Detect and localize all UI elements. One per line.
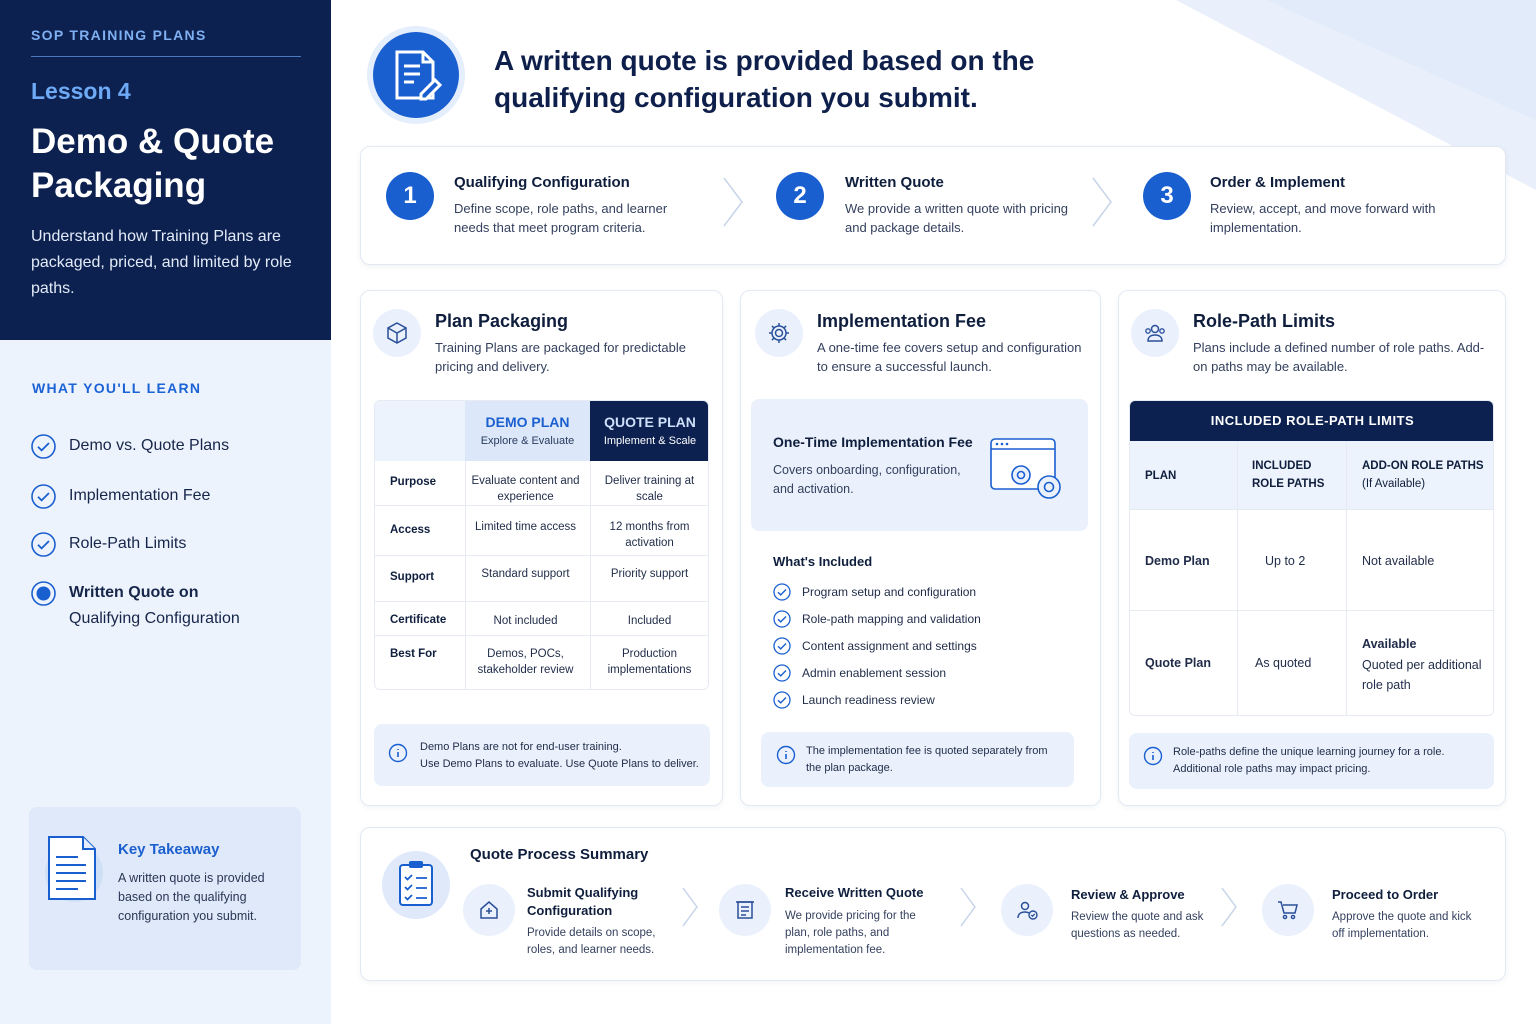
summary-title: Quote Process Summary bbox=[470, 846, 649, 863]
card-title: Plan Packaging bbox=[435, 311, 569, 331]
step-number: 2 bbox=[776, 172, 824, 220]
invoice-icon bbox=[719, 884, 771, 936]
info-icon bbox=[1143, 746, 1163, 766]
header-plan: PLAN bbox=[1145, 470, 1177, 482]
radio-selected-icon bbox=[31, 581, 56, 606]
column-sub: Explore & Evaluate bbox=[480, 435, 575, 447]
quote-cell: Deliver training at scale bbox=[604, 475, 695, 503]
clipboard-icon bbox=[382, 851, 450, 919]
box-icon bbox=[373, 309, 421, 357]
quote-cell: 12 months from activation bbox=[609, 521, 690, 549]
note-text: The implementation fee is quoted separately from the plan package. bbox=[806, 745, 1048, 774]
card-title: Role-Path Limits bbox=[1193, 311, 1336, 331]
plan-comparison-table bbox=[374, 400, 709, 690]
step-number: 1 bbox=[386, 172, 434, 220]
card-text: Training Plans are packaged for predictable pricing and delivery. bbox=[435, 340, 686, 374]
step-text: Define scope, role paths, and learner needs that meet program criteria. bbox=[454, 201, 668, 235]
row-label: Certificate bbox=[390, 614, 447, 626]
cart-icon bbox=[1262, 884, 1314, 936]
check-circle-icon bbox=[773, 664, 791, 682]
step-text: We provide a written quote with pricing and package details. bbox=[845, 201, 1069, 235]
note-line: Demo Plans are not for end-user training. bbox=[420, 741, 622, 753]
column-name: QUOTE PLAN bbox=[604, 414, 696, 430]
fee-note bbox=[761, 732, 1074, 787]
summary-step-title: Review & Approve bbox=[1071, 887, 1185, 902]
card-text: A one-time fee covers setup and configuration to ensure a successful launch. bbox=[817, 340, 1082, 374]
learn-item-role-path-limits[interactable] bbox=[31, 531, 186, 557]
chevron-right-icon bbox=[681, 886, 699, 928]
included-item bbox=[773, 664, 946, 682]
lesson-label: Lesson 4 bbox=[31, 78, 131, 104]
check-circle-icon bbox=[31, 484, 56, 509]
included-item bbox=[773, 691, 935, 709]
chevron-right-icon bbox=[722, 176, 744, 228]
takeaway-heading: Key Takeaway bbox=[118, 841, 220, 858]
card-title: Implementation Fee bbox=[817, 311, 987, 331]
quote-plan-header bbox=[590, 401, 709, 461]
quote-cell: Included bbox=[627, 615, 672, 627]
quote-cell: Production implementations bbox=[607, 648, 692, 676]
card-text: Plans include a defined number of role paths. Add-on paths may be available. bbox=[1193, 340, 1485, 374]
document-edit-icon bbox=[373, 32, 459, 118]
step-title: Written Quote bbox=[845, 174, 944, 191]
addon-detail: Quoted per additional role path bbox=[1362, 658, 1482, 692]
check-circle-icon bbox=[773, 610, 791, 628]
check-circle-icon bbox=[31, 532, 56, 557]
check-circle-icon bbox=[773, 691, 791, 709]
included-item-label: Program setup and configuration bbox=[802, 585, 977, 599]
role-note bbox=[1129, 733, 1494, 789]
step-title: Order & Implement bbox=[1210, 174, 1346, 191]
check-circle-icon bbox=[773, 583, 791, 601]
demo-cell: Not included bbox=[493, 615, 558, 627]
note-line: Use Demo Plans to evaluate. Use Quote Plans to deliver. bbox=[420, 758, 699, 770]
gear-icon bbox=[755, 309, 803, 357]
included-item-label: Role-path mapping and validation bbox=[802, 612, 981, 626]
included-value: As quoted bbox=[1255, 656, 1312, 670]
learn-item-label-rest: Qualifying Configuration bbox=[69, 610, 240, 627]
included-item-label: Launch readiness review bbox=[802, 693, 935, 707]
step-number: 3 bbox=[1143, 172, 1191, 220]
demo-cell: Standard support bbox=[481, 568, 570, 580]
summary-step-text: Approve the quote and kick off implementation. bbox=[1332, 911, 1472, 940]
lesson-description: Understand how Training Plans are packaged, priced, and limited by role paths. bbox=[31, 228, 292, 297]
plan-name: Quote Plan bbox=[1145, 656, 1211, 670]
demo-cell: Demos, POCs, stakeholder review bbox=[477, 648, 574, 676]
demo-cell: Limited time access bbox=[475, 521, 576, 533]
summary-step-text: Provide details on scope, roles, and learner needs. bbox=[527, 927, 656, 956]
sidebar-kicker: SOP TRAINING PLANS bbox=[31, 27, 207, 43]
header-addon: ADD-ON ROLE PATHS bbox=[1362, 460, 1484, 472]
chevron-right-icon bbox=[1220, 886, 1238, 928]
settings-window-icon bbox=[989, 437, 1069, 510]
row-label: Access bbox=[390, 524, 431, 536]
column-name: DEMO PLAN bbox=[485, 414, 570, 430]
summary-step-title: Proceed to Order bbox=[1332, 887, 1439, 902]
summary-step-text: Review the quote and ask questions as needed. bbox=[1071, 911, 1204, 940]
info-icon bbox=[776, 745, 796, 765]
header-addon-sub: (If Available) bbox=[1362, 478, 1426, 490]
sidebar-header bbox=[0, 0, 331, 340]
sidebar bbox=[0, 0, 331, 1024]
addon-value: Available bbox=[1362, 637, 1417, 651]
learn-item-written-quote[interactable] bbox=[31, 580, 291, 632]
row-label: Support bbox=[390, 571, 435, 583]
learn-item-label: Demo vs. Quote Plans bbox=[69, 437, 230, 454]
users-icon bbox=[1131, 309, 1179, 357]
learn-item-label: Written Quote on bbox=[69, 584, 199, 601]
chevron-right-icon bbox=[959, 886, 977, 928]
summary-step-title: Receive Written Quote bbox=[785, 885, 924, 900]
step-text: Review, accept, and move forward with implementation. bbox=[1210, 201, 1436, 235]
divider bbox=[31, 56, 301, 57]
role-path-table bbox=[1129, 400, 1494, 716]
learn-item-implementation-fee[interactable] bbox=[31, 483, 210, 509]
user-check-icon bbox=[1001, 884, 1053, 936]
document-icon bbox=[45, 833, 103, 908]
included-heading: What's Included bbox=[773, 554, 873, 569]
included-item bbox=[773, 637, 977, 655]
learn-item-demo-vs-quote[interactable] bbox=[31, 433, 229, 459]
plan-name: Demo Plan bbox=[1145, 554, 1210, 568]
learn-item-label: Role-Path Limits bbox=[69, 535, 187, 552]
addon-value: Not available bbox=[1362, 554, 1435, 568]
table-title: INCLUDED ROLE-PATH LIMITS bbox=[1130, 401, 1494, 441]
check-circle-icon bbox=[31, 434, 56, 459]
note-text: Role-paths define the unique learning journey for a role. Additional role paths may impact pricing. bbox=[1173, 746, 1445, 775]
fee-title: One-Time Implementation Fee bbox=[773, 434, 973, 450]
takeaway-text: A written quote is provided based on the qualifying configuration you submit. bbox=[118, 871, 265, 923]
plan-note bbox=[374, 724, 710, 786]
included-item-label: Content assignment and settings bbox=[802, 639, 977, 653]
fee-text: Covers onboarding, configuration, and activation. bbox=[773, 463, 961, 496]
demo-plan-header bbox=[465, 401, 590, 461]
included-item bbox=[773, 583, 976, 601]
info-icon bbox=[388, 743, 408, 763]
included-value: Up to 2 bbox=[1265, 554, 1306, 568]
included-item-label: Admin enablement session bbox=[802, 666, 947, 680]
row-label: Purpose bbox=[390, 476, 437, 488]
learn-heading: WHAT YOU'LL LEARN bbox=[32, 380, 202, 396]
home-icon bbox=[463, 884, 515, 936]
included-item bbox=[773, 610, 981, 628]
lesson-title: Demo & Quote Packaging bbox=[31, 122, 275, 205]
table-corner bbox=[375, 401, 465, 461]
demo-cell: Evaluate content and experience bbox=[471, 475, 580, 503]
quote-cell: Priority support bbox=[610, 568, 689, 580]
learn-item-label: Implementation Fee bbox=[69, 487, 211, 504]
column-sub: Implement & Scale bbox=[603, 435, 697, 447]
step-title: Qualifying Configuration bbox=[454, 174, 630, 191]
row-label: Best For bbox=[390, 648, 437, 660]
chevron-right-icon bbox=[1091, 176, 1113, 228]
summary-step-title: Submit Qualifying Configuration bbox=[527, 885, 639, 918]
page-title: A written quote is provided based on the qualifying configuration you submit. bbox=[494, 45, 1035, 113]
summary-step-text: We provide pricing for the plan, role paths, and implementation fee. bbox=[785, 910, 916, 956]
header-included: INCLUDED ROLE PATHS bbox=[1252, 460, 1325, 490]
check-circle-icon bbox=[773, 637, 791, 655]
